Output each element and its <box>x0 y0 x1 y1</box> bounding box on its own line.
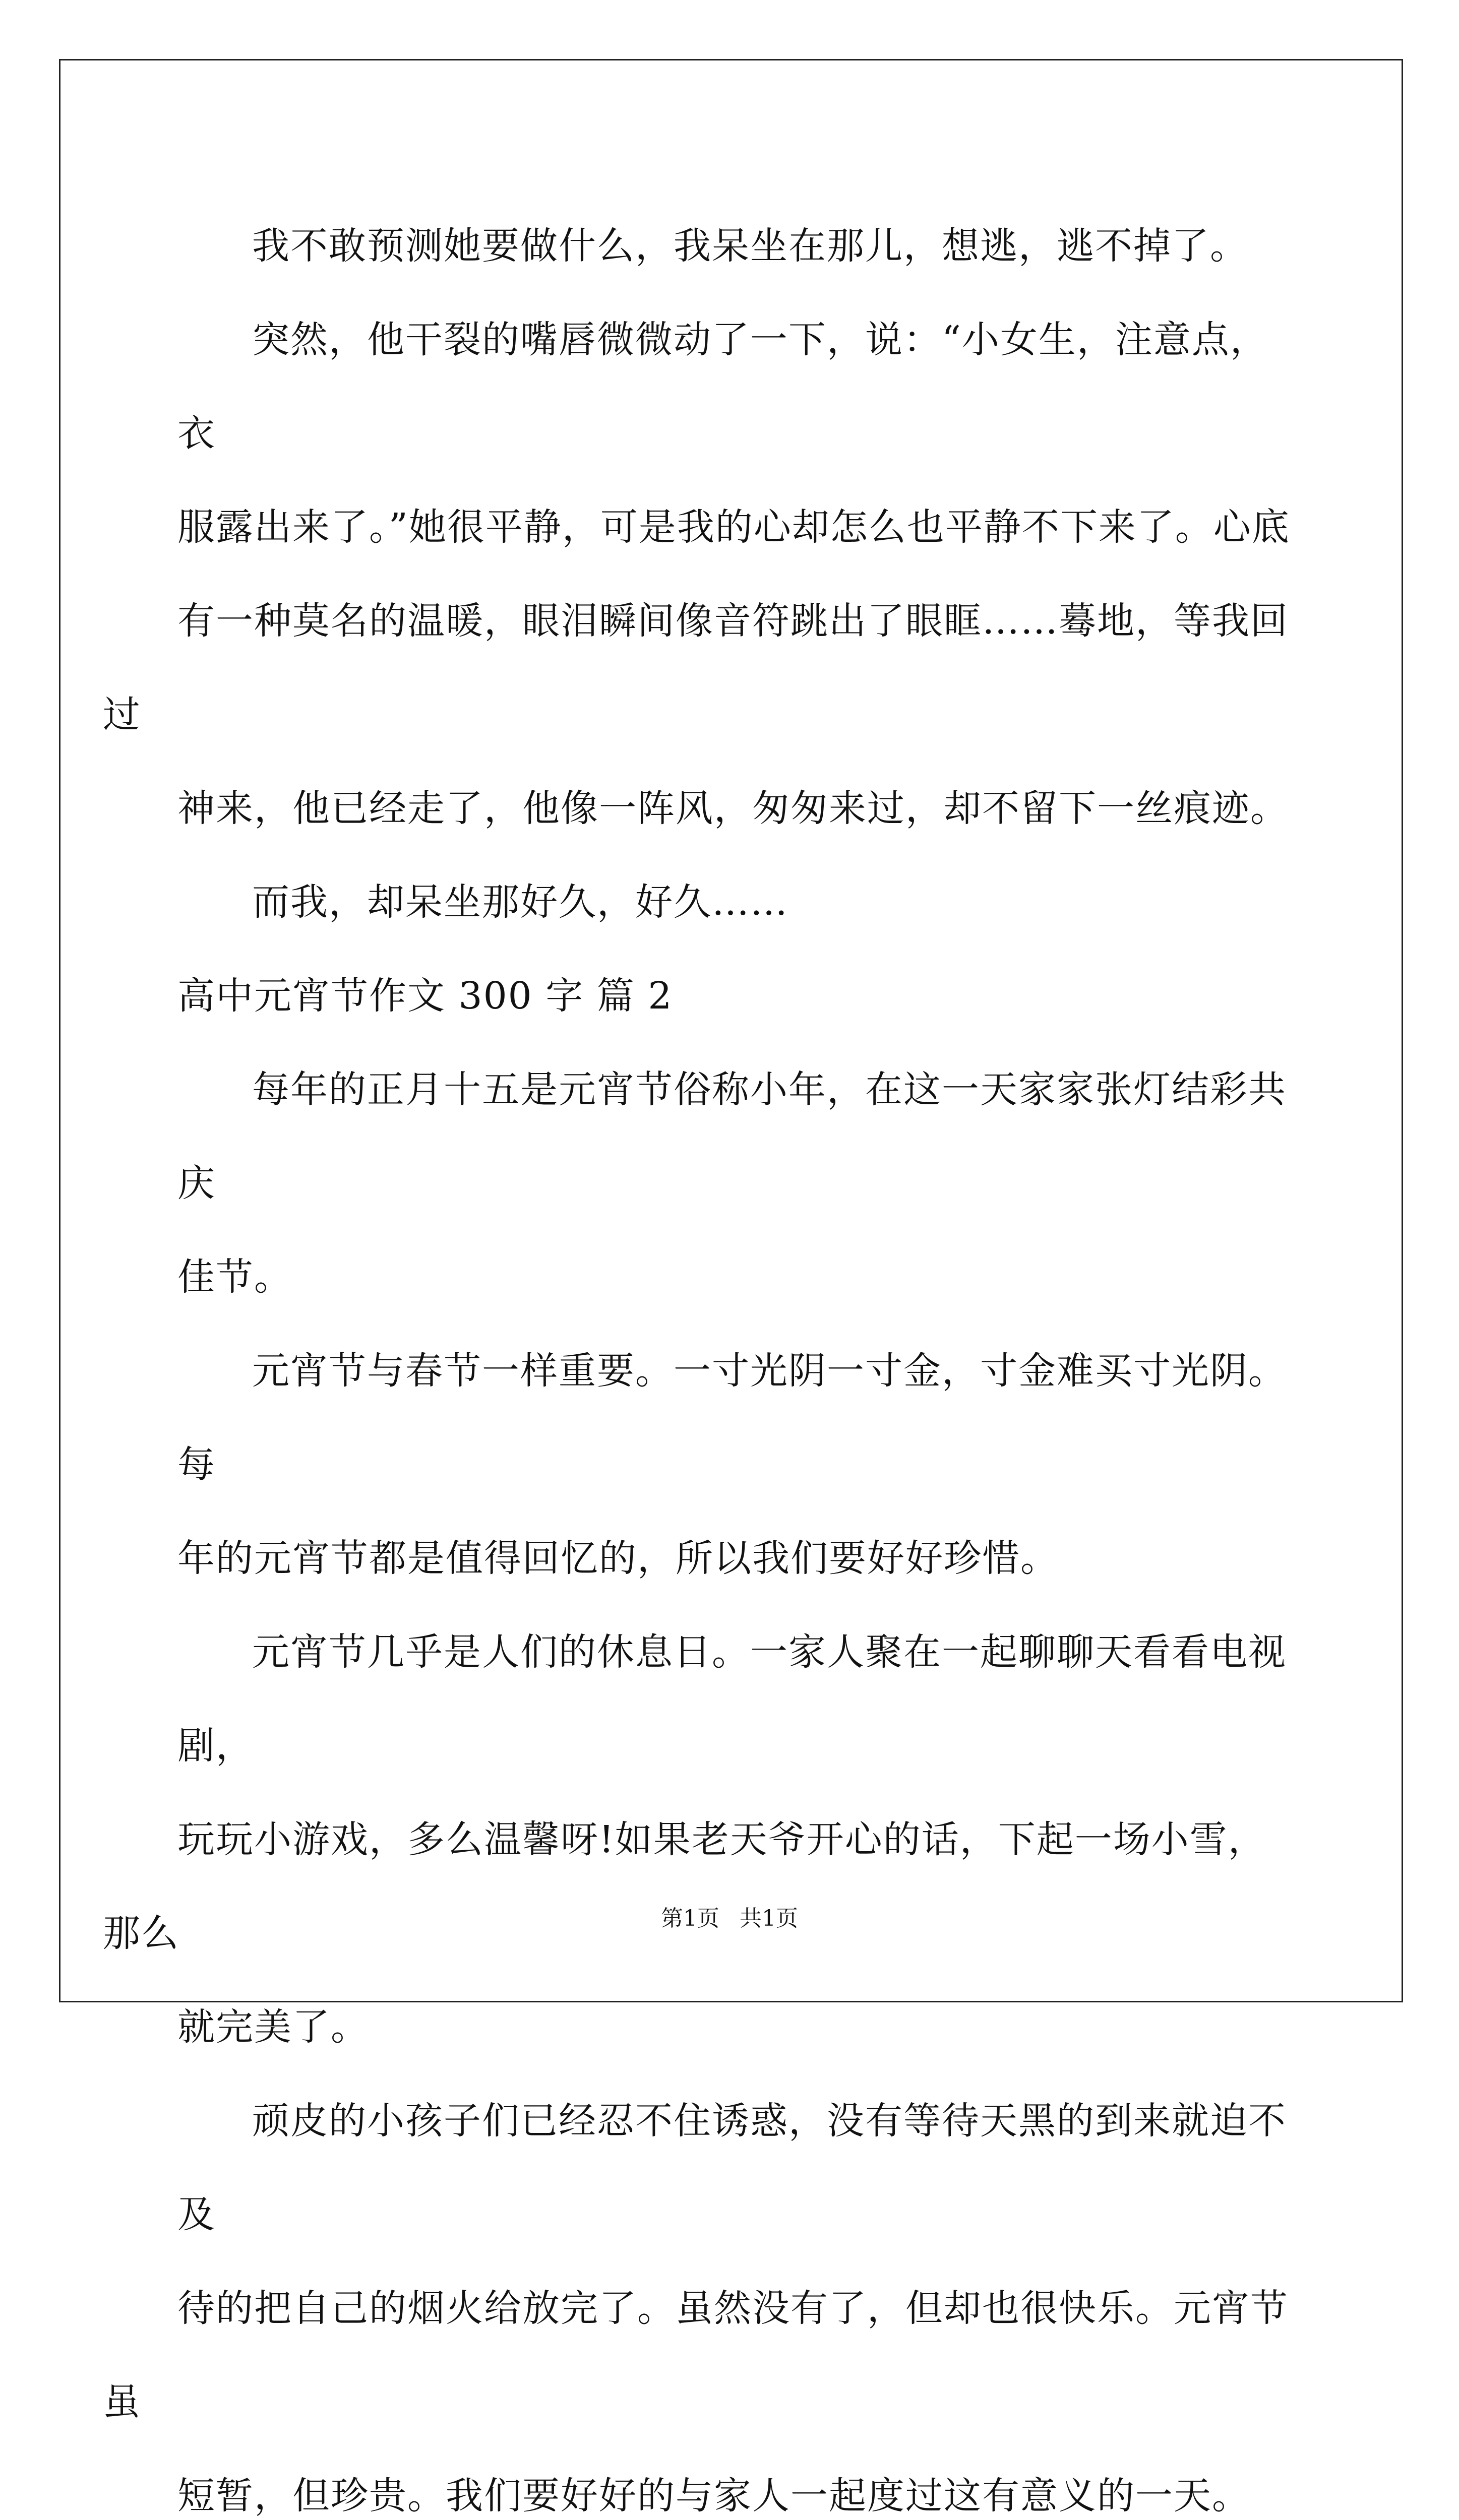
text-line: 顽皮的小孩子们已经忍不住诱惑，没有等待天黑的到来就迫不及 <box>177 2099 1287 2236</box>
paragraph <box>177 855 1295 949</box>
paragraph <box>103 2074 1295 2520</box>
text-line: 元宵节几乎是人们的休息日。一家人聚在一起聊聊天看看电视剧， <box>177 1630 1287 1768</box>
text-line: 待的把自己的烟火给放完了。虽然没有了，但却也很快乐。元宵节虽 <box>103 2287 1289 2424</box>
text-line: 有一种莫名的温暖，眼泪瞬间像音符跳出了眼眶……蓦地，等我回过 <box>103 599 1289 736</box>
paragraph <box>177 1043 1295 1324</box>
paragraph <box>177 1324 1295 1605</box>
text-line: 年的元宵节都是值得回忆的，所以我们要好好珍惜。 <box>177 1537 1059 1580</box>
text-line: 神来，他已经走了，他像一阵风，匆匆来过，却不留下一丝痕迹。 <box>177 787 1289 830</box>
text-line: 服露出来了。”她很平静，可是我的心却怎么也平静不下来了。心底 <box>177 506 1290 549</box>
text-line: 每年的正月十五是元宵节俗称小年，在这一天家家张灯结彩共庆 <box>177 1068 1287 1205</box>
text-line: 短暂，但珍贵。我们要好好的与家人一起度过这有意义的一天。 <box>177 2474 1250 2517</box>
paragraph <box>103 293 1295 855</box>
page-footer <box>0 1900 1459 1932</box>
text-line: 我不敢预测她要做什么，我呆坐在那儿，想逃，逃不掉了。 <box>252 224 1248 268</box>
paragraph <box>177 199 1295 293</box>
paragraph <box>103 1605 1295 2074</box>
page-number: 第1页 <box>661 1906 719 1931</box>
page-total: 共1页 <box>740 1906 798 1931</box>
text-line: 突然，他干裂的嘴唇微微动了一下，说：“小女生，注意点，衣 <box>177 318 1268 455</box>
section-heading: 高中元宵节作文 300 字 篇 2 <box>177 974 673 1018</box>
text-line: 而我，却呆坐那好久，好久…… <box>252 880 788 924</box>
text-line: 玩玩小游戏，多么温馨呀!如果老天爷开心的话，下起一场小雪，那么 <box>103 1818 1266 1955</box>
document-body <box>103 199 1295 2520</box>
text-line: 佳节。 <box>177 1255 292 1299</box>
text-line: 元宵节与春节一样重要。一寸光阴一寸金，寸金难买寸光阴。每 <box>177 1349 1287 1486</box>
text-line: 就完美了。 <box>177 2005 369 2049</box>
